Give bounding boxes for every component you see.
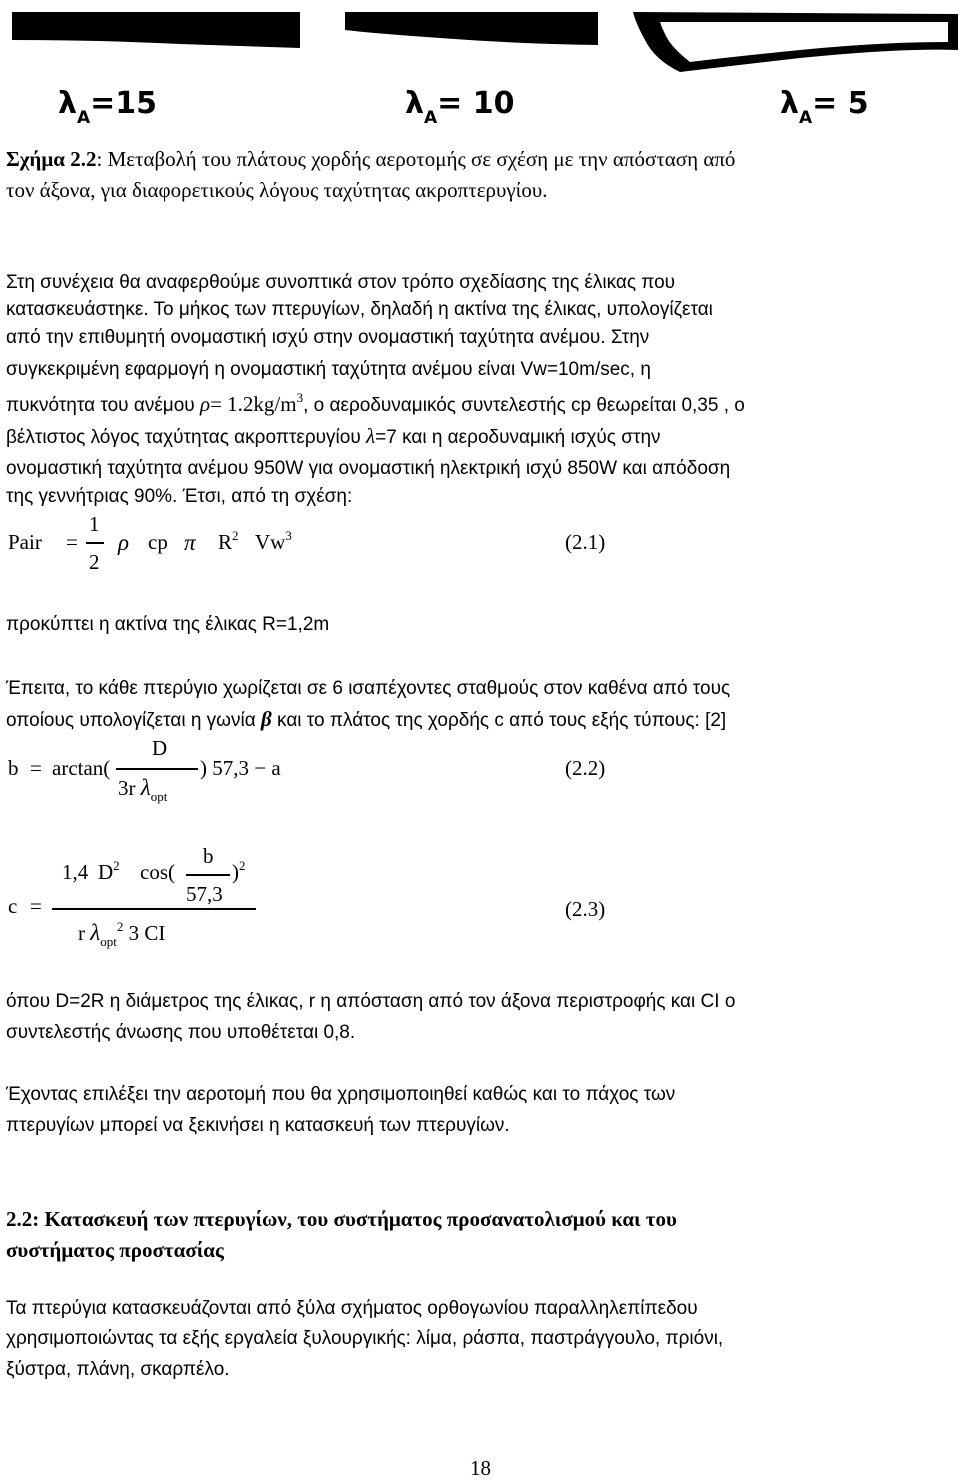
eq1-cp: cp [148, 530, 168, 554]
eq3-inner-num: b [203, 844, 214, 868]
para2-line-2: οποίους υπολογίζεται η γωνία β και το πλάτος της χορδής c από τους εξής τύπους: [2] [6, 707, 727, 731]
figure-caption-line-1: Σχήμα 2.2: Μεταβολή του πλάτους χορδής αεροτομής σε σχέση με την απόσταση από [6, 147, 736, 171]
eq1-Vw: Vw$^3$ [255, 528, 292, 554]
para1-line-7: ονομαστική ταχύτητα ανέμου 950W για ονομαστική ηλεκτρική ισχύ 850W και απόδοση [6, 458, 731, 479]
para1-line-3: από την επιθυμητή ονομαστική ισχύ στην ονομαστική ταχύτητα ανέμου. Στην [6, 327, 650, 348]
eq3-fraction-bar [52, 908, 256, 910]
eq2-fraction-bar [116, 768, 198, 770]
eq3-inner-den: 57,3 [186, 882, 223, 906]
page-number: 18 [470, 1456, 491, 1480]
para5-line-2: χρησιμοποιώντας τα εξής εργαλεία ξυλουργικής: λίμα, ράσπα, παστράγγουλο, πριόνι, [6, 1328, 724, 1349]
para4-line-2: πτερυγίων μπορεί να ξεκινήσει η κατασκευή των πτερυγίων. [6, 1115, 510, 1136]
para3-line-1: όπου D=2R η διάμετρος της έλικας, r η απόσταση από τον άξονα περιστροφής και CI ο [6, 991, 736, 1012]
eq2-arctan: arctan( [52, 756, 111, 780]
eq3-label: (2.3) [565, 897, 606, 921]
eq1-pi: π [184, 530, 196, 555]
eq1-fraction-bar [86, 542, 104, 544]
eq2-equals: = [30, 756, 42, 780]
eq3-num-cos: cos( [140, 860, 175, 884]
eq2-lhs: b [8, 756, 19, 780]
para5-line-3: ξύστρα, πλάνη, σκαρπέλο. [6, 1359, 230, 1380]
eq3-num-D: $D^2$ [98, 858, 120, 884]
blade-shape-lambda-10 [345, 12, 598, 45]
eq3-num-close: )$^2$ [232, 858, 246, 884]
blade-label-3: $\lambda_A= 5$ [780, 86, 869, 128]
eq2-numerator: D [152, 736, 168, 760]
eq1-fraction-numerator: 1 [89, 512, 100, 536]
blade-label-1: $\lambda_A=15$ [58, 86, 158, 128]
para2-line-1: Έπειτα, το κάθε πτερύγιο χωρίζεται σε 6 ισαπέχοντες σταθμούς στον καθένα από τους [6, 678, 731, 699]
section-heading-line-1: 2.2: Κατασκευή των πτερυγίων, του συστήματος προσανατολισμού και του [6, 1207, 677, 1231]
para3-line-2: συντελεστής άνωσης που υποθέτεται 0,8. [6, 1022, 356, 1043]
para1-line-4: συγκεκριμένη εφαρμογή η ονομαστική ταχύτητα ανέμου είναι Vw=10m/sec, η [6, 359, 651, 380]
eq1-label: (2.1) [565, 530, 606, 554]
eq3-num-a: 1,4 [62, 860, 89, 884]
eq1-R: $R^2$ [218, 528, 239, 554]
para5-line-1: Τα πτερύγια κατασκευάζονται από ξύλα σχήματος ορθογωνίου παραλληλεπίπεδου [6, 1298, 698, 1319]
eq2-denominator: 3r $\lambda_{opt}$ [118, 775, 168, 804]
eq1-equals: = [66, 530, 78, 554]
figure-caption-line-2: τον άξονα, για διαφορετικούς λόγους ταχύτητας ακροπτερυγίου. [6, 178, 548, 202]
eq2-rest: ) 57,3 − a [200, 756, 281, 780]
eq1-rho: ρ [118, 530, 130, 555]
para4-line-1: Έχοντας επιλέξει την αεροτομή που θα χρησιμοποιηθεί καθώς και το πάχος των [6, 1084, 676, 1105]
para1-line-5: πυκνότητα του ανέμου $\rho= 1.2kg/m^3$, ο αεροδυναμικός συντελεστής cp θεωρείται 0,35 , ο [6, 390, 745, 416]
eq3-den: r $\lambda_{opt}^2$ 3 CI [78, 919, 166, 949]
blade-label-2: $\lambda_A= 10$ [405, 86, 515, 128]
eq3-inner-bar [186, 874, 230, 876]
eq2-label: (2.2) [565, 756, 606, 780]
result-line: προκύπτει η ακτίνα της έλικας R=1,2m [6, 614, 330, 635]
eq1-fraction-denominator: 2 [89, 550, 100, 574]
para1-line-1: Στη συνέχεια θα αναφερθούμε συνοπτικά στον τρόπο σχεδίασης της έλικας που [6, 272, 676, 293]
section-heading-line-2: συστήματος προστασίας [6, 1238, 224, 1262]
para1-line-2: κατασκευάστηκε. Το μήκος των πτερυγίων, δηλαδή η ακτίνα της έλικας, υπολογίζεται [6, 299, 713, 320]
para1-line-8: της γεννήτριας 90%. Έτσι, από τη σχέση: [6, 486, 353, 507]
eq3-equals: = [30, 894, 42, 918]
eq1-lhs: Pair [8, 530, 42, 554]
blade-figure [0, 0, 960, 90]
blade-shape-lambda-15 [12, 12, 300, 48]
para1-line-6: βέλτιστος λόγος ταχύτητας ακροπτερυγίου λ=7 και η αεροδυναμική ισχύς στην [6, 424, 661, 448]
eq3-lhs: c [8, 894, 18, 918]
